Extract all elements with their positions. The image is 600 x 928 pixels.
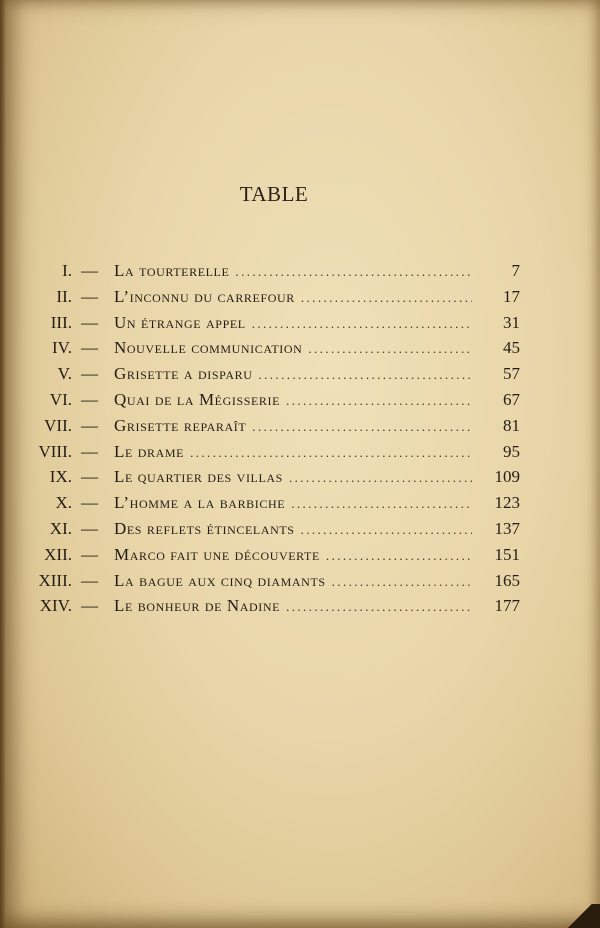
chapter-title: Le bonheur de Nadine <box>114 596 281 616</box>
dot-leader <box>286 594 472 620</box>
chapter-entry <box>114 516 472 543</box>
chapter-entry <box>114 593 472 620</box>
chapter-title: L’homme a la barbiche <box>114 493 286 513</box>
chapter-number: IV. <box>52 338 72 358</box>
chapter-page-number: 81 <box>503 415 520 435</box>
dot-leader <box>289 465 472 491</box>
chapter-dash: — <box>81 544 98 564</box>
chapter-page-number: 137 <box>494 518 520 538</box>
chapter-number: XI. <box>49 518 72 538</box>
chapter-number: X. <box>55 493 72 513</box>
chapter-title: Un étrange appel <box>114 312 246 332</box>
dot-leader <box>291 491 472 517</box>
chapter-title: Marco fait une découverte <box>114 544 320 564</box>
chapter-page-number: 177 <box>494 596 520 616</box>
chapter-title: L’inconnu du carrefour <box>114 286 295 306</box>
chapter-number: XIII. <box>38 570 72 590</box>
chapter-number: VI. <box>49 389 72 409</box>
chapter-dash: — <box>81 415 98 435</box>
dot-leader <box>252 414 472 440</box>
chapter-dash: — <box>81 570 98 590</box>
chapter-dash: — <box>81 389 98 409</box>
chapter-title: Le quartier des villas <box>114 467 283 487</box>
toc-entry <box>0 258 600 284</box>
chapter-number: VIII. <box>38 441 72 461</box>
chapter-page-number: 151 <box>494 544 520 564</box>
chapter-number: V. <box>57 364 72 384</box>
chapter-number: XIV. <box>39 596 72 616</box>
chapter-entry <box>114 387 472 414</box>
chapter-number: VII. <box>44 415 72 435</box>
toc-entry <box>0 335 600 361</box>
chapter-entry <box>114 361 472 388</box>
dot-leader <box>190 440 472 466</box>
chapter-entry <box>114 284 472 311</box>
chapter-entry <box>114 335 472 362</box>
dot-leader <box>332 569 472 595</box>
toc-entry <box>0 516 600 542</box>
chapter-page-number: 7 <box>511 261 520 280</box>
chapter-page-number: 45 <box>503 338 520 358</box>
chapter-dash: — <box>81 518 98 538</box>
chapter-title: Grisette a disparu <box>114 364 253 384</box>
chapter-page-number: 31 <box>503 312 520 332</box>
chapter-entry <box>114 542 472 569</box>
chapter-number: IX. <box>49 467 72 487</box>
page-corner-shadow <box>560 904 600 928</box>
dot-leader <box>235 259 472 285</box>
chapter-entry <box>114 310 472 337</box>
toc-entry <box>0 542 600 568</box>
toc-entry <box>0 310 600 336</box>
chapter-number: III. <box>50 312 72 332</box>
chapter-page-number: 123 <box>494 493 520 513</box>
chapter-title: Quai de la Mégisserie <box>114 389 281 409</box>
chapter-entry <box>114 568 472 595</box>
dot-leader <box>308 336 472 362</box>
toc-entry <box>0 464 600 490</box>
toc-entry <box>0 413 600 439</box>
chapter-dash: — <box>81 596 98 616</box>
toc-entry <box>0 593 600 619</box>
toc-entry <box>0 284 600 310</box>
chapter-dash: — <box>81 441 98 461</box>
chapter-entry <box>114 439 472 466</box>
chapter-title: Nouvelle communication <box>114 338 303 358</box>
toc-entry <box>0 361 600 387</box>
toc-entry <box>0 568 600 594</box>
dot-leader <box>252 311 472 337</box>
chapter-title: Grisette reparaît <box>114 415 247 435</box>
chapter-dash: — <box>81 312 98 332</box>
dot-leader <box>326 543 472 569</box>
chapter-page-number: 109 <box>494 467 520 487</box>
chapter-page-number: 165 <box>494 570 520 590</box>
chapter-entry <box>114 413 472 440</box>
toc-entry <box>0 490 600 516</box>
chapter-title: La bague aux cinq diamants <box>114 570 326 590</box>
toc-entry <box>0 439 600 465</box>
chapter-page-number: 95 <box>503 441 520 461</box>
chapter-number: I. <box>62 261 72 280</box>
chapter-entry <box>114 464 472 491</box>
chapter-page-number: 57 <box>503 364 520 384</box>
chapter-page-number: 67 <box>503 389 520 409</box>
chapter-entry <box>114 258 472 285</box>
dot-leader <box>301 285 472 311</box>
dot-leader <box>286 388 472 414</box>
dot-leader <box>301 517 472 543</box>
chapter-title: Le drame <box>114 441 185 461</box>
table-of-contents <box>0 258 600 619</box>
chapter-dash: — <box>81 493 98 513</box>
chapter-title: La tourterelle <box>114 261 230 280</box>
page-title: TABLE <box>239 182 309 206</box>
chapter-dash: — <box>81 338 98 358</box>
chapter-dash: — <box>81 364 98 384</box>
chapter-number: XII. <box>44 544 72 564</box>
dot-leader <box>258 362 472 388</box>
chapter-number: II. <box>56 286 72 306</box>
toc-entry <box>0 387 600 413</box>
chapter-entry <box>114 490 472 517</box>
chapter-page-number: 17 <box>503 286 520 306</box>
chapter-dash: — <box>81 286 98 306</box>
chapter-title: Des reflets étincelants <box>114 518 295 538</box>
chapter-dash: — <box>81 467 98 487</box>
chapter-dash: — <box>81 261 98 280</box>
